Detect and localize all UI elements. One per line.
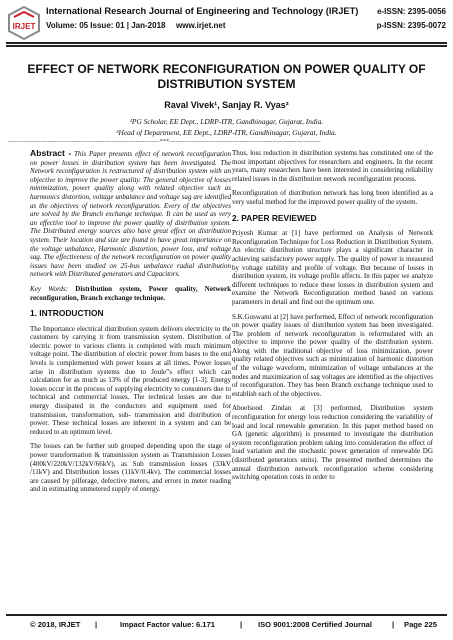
intro-paragraph-1: The Importance electrical distribution system delivers electricity to the customers by carrying it from transmission system. Distribution of electric power to various clients is completed with much minimum voltage point. The distribution of electric power from bases to the end levels is complemented with power losses at all times. Power losses arise in distribution systems due to Joule”s effect which can calculation for as much as 13% of the produced energy [1-3]. Energy losses occur in the process of supplying electricity to consumers due to technical and commercial losses. The technical losses are due to energy dissipated in the conductors and equipment used for transmission, transformation, sub- transmission and distribution of power. These technical losses are inherent in a system and can be reduced to an optimum level. xyxy=(30,324,231,436)
keywords-label: Key Words: xyxy=(30,284,76,293)
footer-separator: | xyxy=(240,620,243,629)
footer-separator: | xyxy=(95,620,98,629)
paper-authors: Raval Vivek¹, Sanjay R. Vyas² xyxy=(164,100,289,110)
keywords xyxy=(30,285,231,302)
volume-issue: Volume: 05 Issue: 01 | Jan-2018 xyxy=(46,21,166,30)
right-paragraph-1: Thus, loss reduction in distribution systems has constituted one of the most important objectives for researchers and engineers. In the recent years, many researchers have been interested in considering reliability related issues in the distribution network reconfiguration process. xyxy=(232,149,433,183)
footer-copyright: © 2018, IRJET xyxy=(30,620,81,629)
footer-page-number: Page 225 xyxy=(404,620,437,629)
right-column xyxy=(232,149,433,488)
footer-separator: | xyxy=(392,620,395,629)
paper-title: EFFECT OF NETWORK RECONFIGURATION ON POWER QUALITY OF DISTRIBUTION SYSTEM xyxy=(27,62,426,91)
affiliation-2: ²Head of Department, EE Dept., LDRP-ITR, Gandhinagar, Gujarat, India. xyxy=(116,128,337,137)
section-heading-introduction: 1. INTRODUCTION xyxy=(30,308,104,319)
abstract-text: This Paper presents effect of network reconfiguration on power losses in distribution system has been investigated. The Network reconfiguration is restructured of distribution system with an objective to improve the power quality. The general objective of losses minimization, power quality along with related objective such as harmonics distortion, voltage unbalance and voltage sag are identified as the objectives of network reconfiguration. Every of the objectives are solved by the Branch exchange technique. It can be used as very an effective tool to improve the power quality of distribution system. The Distributed energy sources also have great effect on distribution system. Their location and size are found to have great importance on the voltage unbalance, Harmonic distortion, power loss, and voltage sag. The effectiveness of the network reconfiguration on power quality issues have been studied on 25-bus unbalance radial distribution network with Distributed generators and Capacitors. xyxy=(30,150,231,279)
abstract xyxy=(30,149,231,279)
footer-iso: ISO 9001:2008 Certified Journal xyxy=(258,620,372,629)
review-paragraph-2: S.K.Goswami at [2] have performed, Effect of network reconfiguration on power quality issues of distribution system has been investigated. The problem of network reconfiguration is reformulated with an objective to improve the power quality of the distribution system. Along with the traditional objective of loss minimization, power quality related objectives such as minimization of harmonic distortion of the voltage waveform, minimization of voltage unbalances at the nodes and maximization of sag voltages are identified as the objectives of reconfiguration. They has been Branch exchange technique used to establish each of the objectives. xyxy=(232,312,433,398)
journal-header xyxy=(0,0,453,46)
header-rule xyxy=(6,42,447,44)
e-issn: e-ISSN: 2395-0056 xyxy=(377,7,446,16)
left-column xyxy=(30,149,231,500)
separator-line: ---------------------------------------------------------------------***--------------------------------------------------------------------- xyxy=(8,139,321,145)
footer-impact-factor: Impact Factor value: 6.171 xyxy=(120,620,215,629)
irjet-logo xyxy=(6,5,42,43)
journal-title: International Research Journal of Engineering and Technology (IRJET) xyxy=(46,6,359,16)
keywords-text: Distribution system, Power quality, Network reconfiguration, Branch exchange technique. xyxy=(30,284,231,302)
affiliation-1: ¹PG Scholar, EE Dept., LDRP-ITR, Gandhinagar, Gujarat, India. xyxy=(129,117,324,126)
review-paragraph-3: Aboelsood Zindan at [3] performed, Distribution system reconfiguration for energy loss reduction considering the variability of load and local renewable generation. In this paper method based on GA (genetic algorithm) is presented to investigate the distribution system reconfiguration problem taking into consideration the effect of load variation and the stochastic power generation of renewable DG (distributed generators units). The presented method determines the annual distribution network reconfiguration scheme considering switching operation costs in order to xyxy=(232,404,433,482)
intro-paragraph-2: The losses can be further sub grouped depending upon the stage of power transformation & transmission system as Transmission Losses (400kV/220kV/132kV/66kV), as Sub transmission losses (33kV /11kV) and Distribution losses (11kV/0.4kv). The commercial losses are caused by pilferage, defective meters, and errors in meter reading and in estimating unmetered supply of energy. xyxy=(30,442,231,494)
abstract-label: Abstract - xyxy=(30,148,72,158)
p-issn: p-ISSN: 2395-0072 xyxy=(376,21,446,30)
logo-text: IRJET xyxy=(12,22,36,31)
header-rule-2 xyxy=(6,45,447,47)
journal-website: www.irjet.net xyxy=(176,21,226,30)
footer-rule xyxy=(6,614,447,616)
review-paragraph-1: Priyesh Kumar at [1] have performed on Analysis of Network Reconfiguration Technique for Loss Reduction in Distribution System. An electric distribution structure plays a significant character in achieving satisfactory power supply. The quality of power is measured by voltage stability and profile of voltage. But because of losses in distribution system, its voltage profile affects. In this paper we analyze different techniques to reduce these losses in distribution system and examine the Network Reconfiguration method based on various parameters in detail and find out the optimum one. xyxy=(232,229,433,306)
section-heading-paper-reviewed: 2. PAPER REVIEWED xyxy=(232,212,317,223)
right-paragraph-2: Reconfiguration of distribution network has long been identified as a very useful method for the improved power quality of the system. xyxy=(232,189,433,206)
